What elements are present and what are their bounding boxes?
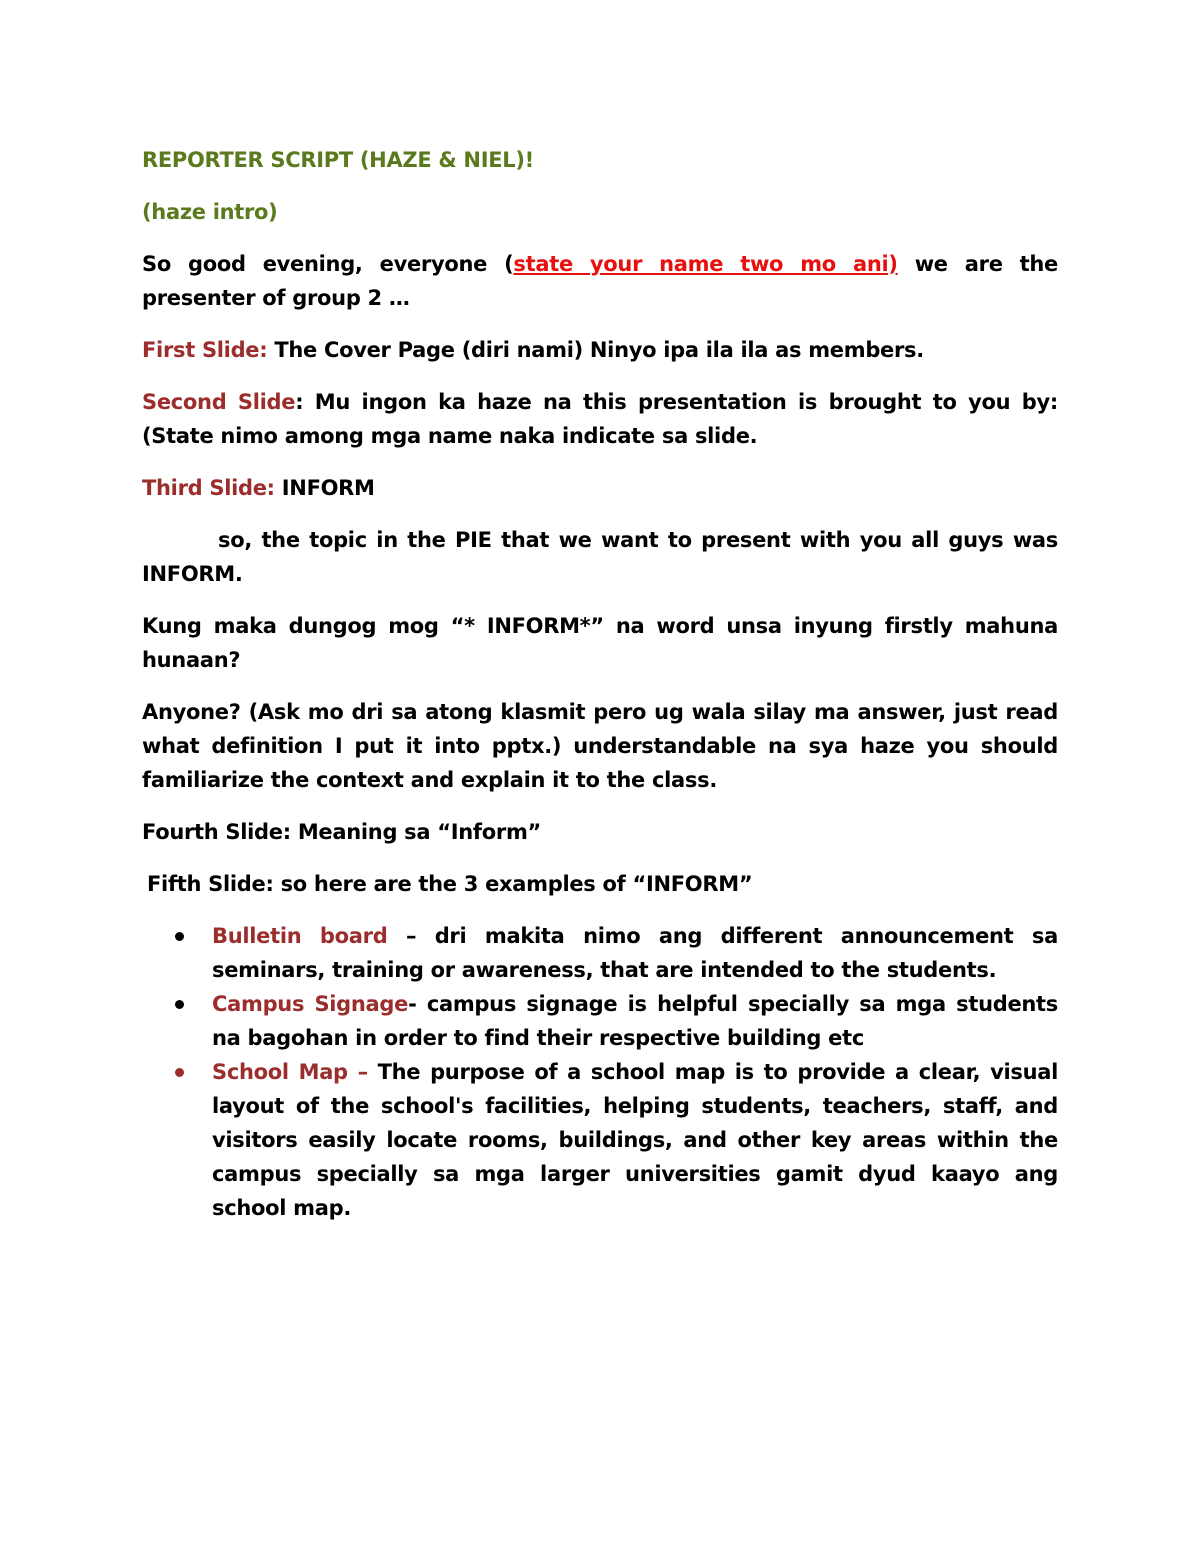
- topic-paragraph: so, the topic in the PIE that we want to present with you all guys was INFORM.: [142, 528, 1058, 586]
- bullet-label: Campus Signage: [212, 992, 409, 1016]
- third-slide-text: INFORM: [274, 476, 375, 500]
- bullet-icon: [175, 932, 184, 941]
- greeting-text-end: we are the presenter of group 2 …: [142, 252, 1058, 310]
- fourth-slide-paragraph: Fourth Slide: Meaning sa “Inform”: [142, 820, 542, 844]
- bullet-icon: [175, 1000, 184, 1009]
- greeting-text-start: So good evening, everyone (: [142, 252, 514, 276]
- bullet-text: – dri makita nimo ang different announcement sa seminars, training or awareness, that are intended to the students.: [212, 924, 1058, 982]
- third-slide-label: Third Slide:: [142, 476, 275, 500]
- bullet-icon: [175, 1068, 184, 1077]
- second-slide-paragraph: [142, 385, 1058, 453]
- document-page: [142, 143, 1058, 1225]
- list-item: [142, 919, 1058, 987]
- second-slide-label: Second Slide: [142, 390, 296, 414]
- first-slide-text: The Cover Page (diri nami) Ninyo ipa ila ila as members.: [267, 338, 924, 362]
- fifth-slide-paragraph: Fifth Slide: so here are the 3 examples of “INFORM”: [147, 872, 753, 896]
- bullet-text: The purpose of a school map is to provide a clear, visual layout of the school's facilities, helping students, teachers, staff, and visitors easily locate rooms, buildings, and other key areas within the campus specially sa mga larger universities gamit dyud kaayo ang school map.: [212, 1060, 1058, 1220]
- examples-list: [142, 919, 1058, 1225]
- intro-note: (haze intro): [142, 200, 278, 224]
- bullet-label: School Map –: [212, 1060, 368, 1084]
- first-slide-label: First Slide:: [142, 338, 268, 362]
- first-slide-paragraph: [142, 333, 1058, 367]
- bullet-text: - campus signage is helpful specially sa mga students na bagohan in order to find their respective building etc: [212, 992, 1058, 1050]
- third-slide-paragraph: [142, 471, 1058, 505]
- greeting-paragraph: [142, 247, 1058, 315]
- second-slide-text: : Mu ingon ka haze na this presentation is brought to you by: (State nimo among mga name naka indicate sa slide.: [142, 390, 1058, 448]
- question-paragraph: Kung maka dungog mog “* INFORM*” na word unsa inyung firstly mahuna hunaan?: [142, 614, 1058, 672]
- greeting-highlight: state your name two mo ani): [513, 252, 898, 276]
- list-item: [142, 987, 1058, 1055]
- list-item: [142, 1055, 1058, 1225]
- document-title: REPORTER SCRIPT (HAZE & NIEL)!: [142, 148, 534, 172]
- anyone-paragraph: Anyone? (Ask mo dri sa atong klasmit pero ug wala silay ma answer, just read what definition I put it into pptx.) understandable na sya haze you should familiarize the context and explain it to the class.: [142, 700, 1058, 792]
- bullet-label: Bulletin board: [212, 924, 388, 948]
